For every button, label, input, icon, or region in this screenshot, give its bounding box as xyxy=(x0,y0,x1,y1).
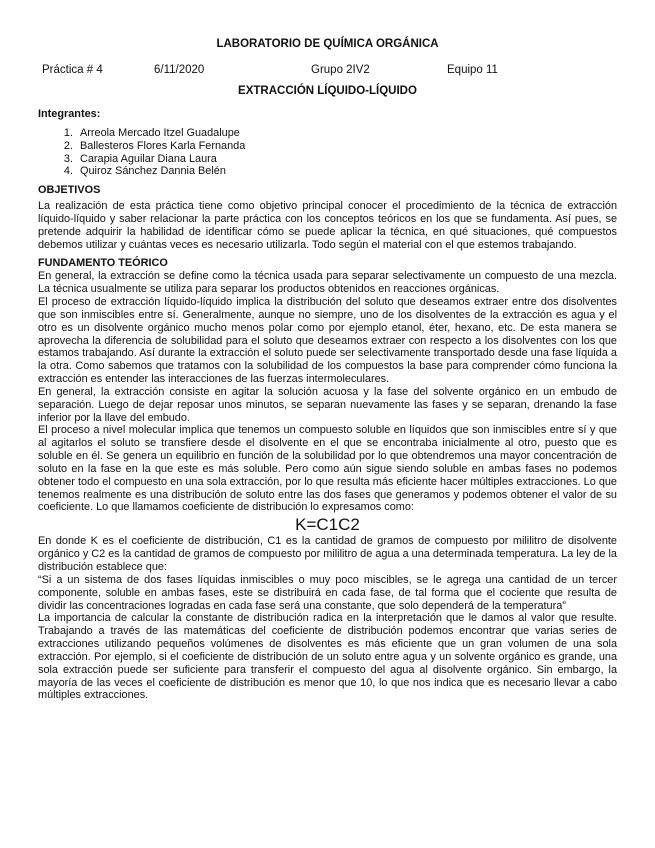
team-label: Equipo 11 xyxy=(447,64,498,76)
theory-paragraph: En general, la extracción se define como la técnica usada para separar selectivamente un compuesto de una mezcla. La técnica usualmente se utiliza para separar los productos obtenidos en reacciones orgánicas. xyxy=(38,270,617,296)
member-item: 3. Carapia Aguilar Diana Laura xyxy=(76,153,617,166)
practice-number: Práctica # 4 xyxy=(42,64,103,76)
theory-paragraph: En general, la extracción consiste en agitar la solución acuosa y la fase del solvente orgánico en un embudo de separación. Luego de dejar reposar unos minutos, se separan nuevamente las fases y se separan, drenando la fase inferior por la llave del embudo. xyxy=(38,385,617,424)
member-item: 2. Ballesteros Flores Karla Fernanda xyxy=(76,140,617,153)
distribution-law-quote: “Si a un sistema de dos fases líquidas inmiscibles o muy poco miscibles, se le agrega una cantidad de un tercer componente, soluble en ambas fases, este se distribuirá en cada fase, de tal forma que el cociente que resulta de dividir las concentraciones logradas en cada fase será una constante, que solo dependerá de la temperatura” xyxy=(38,573,617,612)
practice-date: 6/11/2020 xyxy=(154,64,205,76)
distribution-formula: K=C1C2 xyxy=(295,515,360,535)
member-item: 1. Arreola Mercado Itzel Guadalupe xyxy=(76,127,617,140)
theory-paragraph: La importancia de calcular la constante de distribución radica en la interpretación que le damos al valor que resulte. Trabajando a través de las matemáticas del coeficiente de distribución podemos encontrar que varias series de extracciones utilizando pequeños volúmenes de disolventes es más eficiente que un gran volumen de una sola extracción. Por ejemplo, si el coeficiente de distribución de un soluto entre agua y un solvente orgánico es grande, una sola extracción puede ser suficiente para transferir el compuesto del agua al disolvente orgánico. Sin embargo, la mayoría de las veces el coeficiente de distribución es menor que 10, lo que nos indica que es necesario llevar a cabo múltiples extracciones. xyxy=(38,612,617,702)
theory-paragraph: El proceso de extracción líquido-líquido implica la distribución del soluto que deseamos extraer entre dos disolventes que son inmiscibles entre sí. Generalmente, aunque no siempre, uno de los disolventes de la extracción es agua y el otro es un disolvente orgánico mucho menos polar como por ejemplo etanol, éter, hexano, etc. De esta manera se aprovecha la diferencia de solubilidad para el soluto que deseamos extraer con respecto a los disolventes con los que estamos trabajando. Así durante la extracción el soluto puede ser selectivamente transportado desde una fase líquida a la otra. Como sabemos que tratamos con la solubilidad de los compuestos la base para comprender cómo funciona la extracción es entender las interacciones de las fuerzas intermoleculares. xyxy=(38,295,617,386)
member-item: 4. Quiroz Sánchez Dannia Belén xyxy=(76,165,617,178)
group-label: Grupo 2IV2 xyxy=(311,64,370,76)
document-body xyxy=(38,108,617,702)
theory-paragraph: El proceso a nivel molecular implica que tenemos un compuesto soluble en líquidos que son inmiscibles entre sí y que al agitarlos el soluto se transfiere desde el disolvente en el que se encontraba inicialmente al otro, puesto que es soluble en él. Se genera un equilibrio en función de la solubilidad por lo que obtendremos una mayor concentración de soluto en la fase en la que este es más soluble. Pero como aún sigue siendo soluble en ambas fases no podemos obtener todo el compuesto en una sola extracción, por lo que resulta más eficiente hacer múltiples extracciones. Lo que tenemos realmente es una distribución de soluto entre las dos fases que generamos y podemos obtener el valor de su coeficiente. Lo que llamamos coeficiente de distribución lo expresamos como: xyxy=(38,424,617,514)
lab-title: LABORATORIO DE QUÍMICA ORGÁNICA xyxy=(216,38,439,50)
objectives-paragraph: La realización de esta práctica tiene como objetivo principal conocer el procedimiento de la técnica de extracción líquido-líquido y saber relacionar la parte práctica con los conceptos teóricos en los que se fundamenta. Así pues, se pretende adquirir la habilidad de identificar cómo se puede aplicar la técnica, en qué situaciones, qué compuestos debemos utilizar y cuántas veces es necesario utilizarla. Todo según el material con el que estemos trabajando. xyxy=(38,200,617,251)
members-list xyxy=(38,127,617,178)
objectives-heading: OBJETIVOS xyxy=(38,184,101,197)
practice-meta-row xyxy=(0,64,655,78)
theory-paragraph: En donde K es el coeficiente de distribución, C1 es la cantidad de gramos de compuesto por mililitro de disolvente orgánico y C2 es la cantidad de gramos de compuesto por mililitro de agua a una determinada temperatura. La ley de la distribución establece que: xyxy=(38,535,617,573)
experiment-title: EXTRACCIÓN LÍQUIDO-LÍQUIDO xyxy=(238,85,417,97)
theory-heading: FUNDAMENTO TEÓRICO xyxy=(38,257,168,270)
members-label: Integrantes: xyxy=(38,108,101,120)
